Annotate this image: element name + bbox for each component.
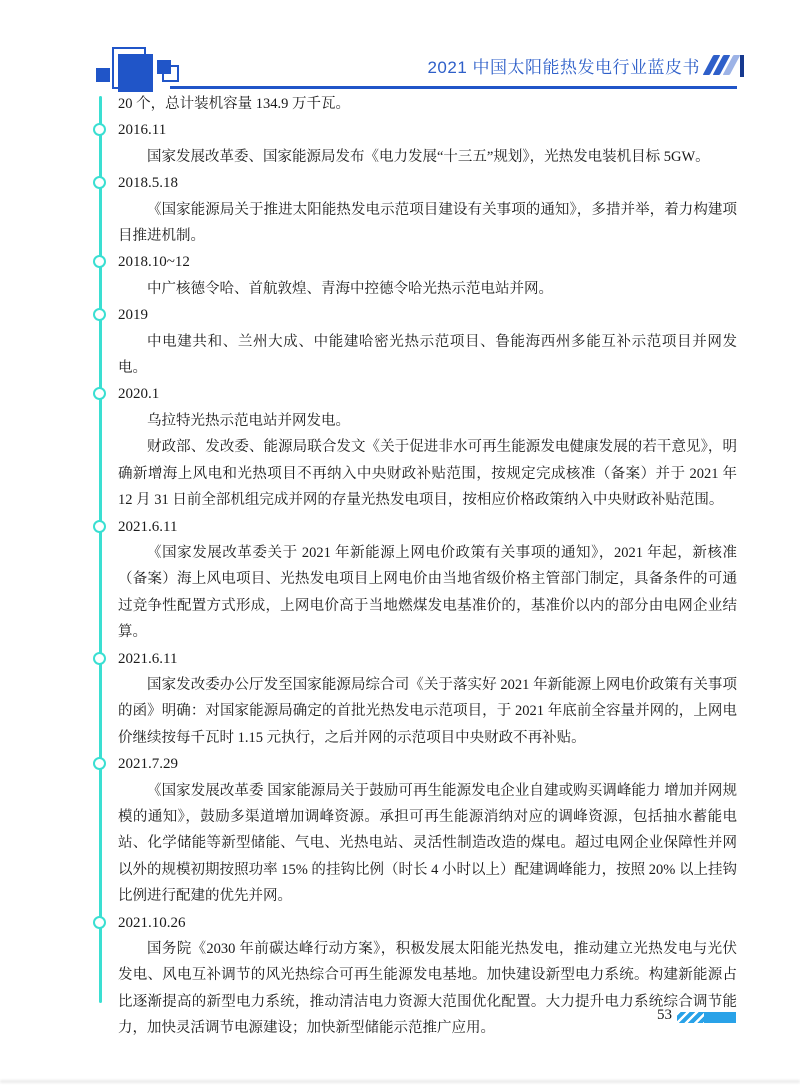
entry-date-row [118,302,737,328]
entry-date-row [118,646,737,672]
footer-bar-icon [677,1012,736,1023]
timeline-rail [99,96,102,1003]
timeline-content [118,91,737,1042]
entry-date-row [118,514,737,540]
entry-paragraph: 《国家发展改革委关于 2021 年新能源上网电价政策有关事项的通知》，2021 年起，新核准（备案）海上风电项目、光热发电项目上网电价由当地省级价格主管部门制定，具备条件的可通过竞争性配置方式形成，上网电价高于当地燃煤发电基准价的，基准价以内的部分由电网企业结算。 [118,544,737,641]
entry-paragraph: 乌拉特光热示范电站并网发电。 [147,412,350,429]
scan-edge-artifact [0,1080,800,1083]
entry-paragraph: 《国家能源局关于推进太阳能热发电示范项目建设有关事项的通知》，多措并举，着力构建项目推进机制。 [118,201,737,245]
entry-paragraph: 国家发改委办公厅发至国家能源局综合司《关于落实好 2021 年新能源上网电价政策有关事项的函》明确：对国家能源局确定的首批光热发电示范项目，于 2021 年底前全容量并网的，上网电价继续按每千瓦时 1.15 元执行，之后并网的示范项目中央财政不再补贴。 [118,676,737,746]
timeline-entry [118,381,737,513]
entry-date-row [118,751,737,777]
timeline-entry [118,751,737,909]
entry-date-row [118,249,737,275]
timeline-marker-icon [93,652,106,665]
footer-hatch-icon [677,1012,704,1023]
timeline-entry [118,646,737,752]
header-title: 2021 中国太阳能热发电行业蓝皮书 [427,58,700,77]
timeline-entry [118,249,737,302]
timeline-marker-icon [93,255,106,268]
entry-date: 2018.10~12 [118,254,190,271]
logo-square-small [157,60,171,74]
timeline-marker-icon [93,757,106,770]
entry-date: 2021.6.11 [118,518,178,535]
timeline-marker-icon [93,387,106,400]
timeline-entry [118,170,737,249]
entry-date-row [118,910,737,936]
timeline-marker-icon [93,308,106,321]
entry-paragraph: 国务院《2030 年前碳达峰行动方案》，积极发展太阳能光热发电，推动建立光热发电与光伏发电、风电互补调节的风光热综合可再生能源发电基地。加快建设新型电力系统。构建新能源占比逐渐提高的新型电力系统，推动清洁电力资源大范围优化配置。大力提升电力系统综合调节能力，加快灵活调节电源建设；加快新型储能示范推广应用。 [118,941,737,1037]
logo-square-small [96,68,110,82]
entry-date-row [118,117,737,143]
timeline-entry [118,117,737,170]
entry-paragraph: 《国家发展改革委 国家能源局关于鼓励可再生能源发电企业自建或购买调峰能力 增加并网规模的通知》，鼓励多渠道增加调峰资源。承担可再生能源消纳对应的调峰资源，包括抽水蓄能电站、化学储能等新型储能、气电、光热电站、灵活性制造改造的煤电。超过电网企业保障性并网以外的规模初期按照功率 15% 的挂钩比例（时长 4 小时以上）配建调峰能力，按照 20% 以上挂钩比例进行配建的优先并网。 [118,782,737,905]
timeline-marker-icon [93,176,106,189]
header-slashes-icon [708,55,744,77]
intro-text: 20 个，总计装机容量 134.9 万千瓦。 [118,96,350,112]
entry-paragraph: 中电建共和、兰州大成、中能建哈密光热示范项目、鲁能海西州多能互补示范项目并网发电。 [118,333,737,377]
bar-icon [740,55,744,77]
header-rule [170,86,737,89]
entry-date: 2021.7.29 [118,756,178,773]
entry-date: 2021.6.11 [118,650,178,667]
timeline-marker-icon [93,520,106,533]
entry-date: 2019 [118,307,148,324]
page-number: 53 [657,1007,672,1023]
entry-date: 2020.1 [118,386,160,403]
entry-paragraph: 财政部、发改委、能源局联合发文《关于促进非水可再生能源发电健康发展的若干意见》，明确新增海上风电和光热项目不再纳入中央财政补贴范围，按规定完成核准（备案）并于 2021 年 12 月 31 日前全部机组完成并网的存量光热发电项目，按相应价格政策纳入中央财政补贴范围。 [118,439,737,509]
timeline-entry [118,514,737,646]
entry-date: 2016.11 [118,122,167,139]
logo-square [118,54,153,92]
entry-paragraph: 国家发展改革委、国家能源局发布《电力发展“十三五”规划》，光热发电装机目标 5GW。 [147,148,710,165]
timeline-entry [118,910,737,1042]
timeline-marker-icon [93,123,106,136]
entry-date-row [118,381,737,407]
entry-paragraph: 中广核德令哈、首航敦煌、青海中控德令哈光热示范电站并网。 [147,280,553,297]
entry-date: 2021.10.26 [118,914,186,931]
entry-date: 2018.5.18 [118,175,178,192]
timeline-entry [118,302,737,381]
entry-date-row [118,170,737,196]
timeline-marker-icon [93,916,106,929]
